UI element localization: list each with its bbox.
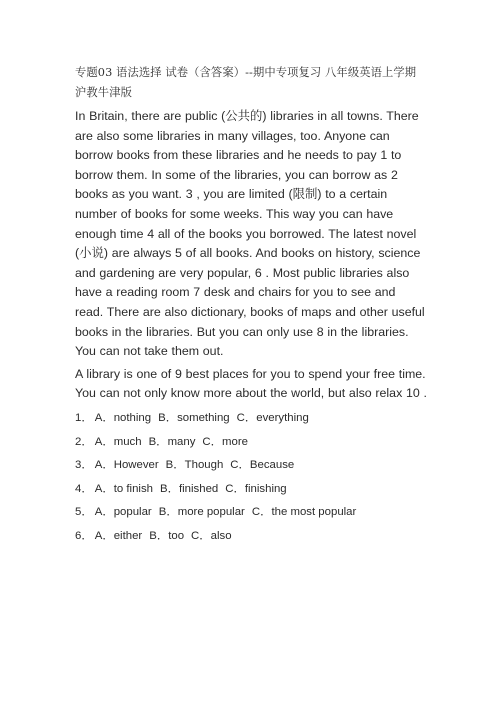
option-a: A．to finish xyxy=(94,482,153,495)
document-page xyxy=(75,63,427,545)
passage-paragraph-1: In Britain, there are public (公共的) libraries in all towns. There are also some libraries in many villages, too. Anyone can borrow books from these libraries and he needs to pay 1 to borrow them. In some of the libraries, you can borrow as 2 books as you want. 3 , you are limited (限制) to a certain number of books for some weeks. This way you can have enough time 4 all of the books you borrowed. The latest novel (小说) are always 5 of all books. And books on history, science and gardening are very popular, 6 . Most public libraries also have a reading room 7 desk and chairs for you to see and read. There are also dictionary, books of maps and other useful books in the libraries. But you can only use 8 in the libraries. You can not take them out. xyxy=(75,109,425,359)
question-number: 1． xyxy=(75,411,93,424)
passage-paragraph-2: A library is one of 9 best places for you to spend your free time. You can not only know more about the world, but also relax 10 . xyxy=(75,366,427,401)
option-b: B．more popular xyxy=(158,506,245,519)
document-title: 专题03 语法选择 试卷（含答案）--期中专项复习 八年级英语上学期 沪教牛津版 xyxy=(75,66,417,99)
question-number: 2． xyxy=(75,435,93,448)
option-c: C．more xyxy=(202,435,248,448)
question-4 xyxy=(75,481,427,498)
option-a: A．either xyxy=(94,529,143,542)
question-number: 4． xyxy=(75,482,93,495)
option-b: B．many xyxy=(148,435,196,448)
option-c: C．also xyxy=(191,529,232,542)
option-c: C．the most popular xyxy=(251,506,357,519)
option-c: C．finishing xyxy=(225,482,287,495)
option-c: C．everything xyxy=(236,411,309,424)
question-list xyxy=(75,410,427,545)
option-b: B．finished xyxy=(159,482,219,495)
option-b: B．something xyxy=(158,411,230,424)
question-2 xyxy=(75,434,427,451)
option-a: A．However xyxy=(94,459,159,472)
option-b: B．too xyxy=(149,529,185,542)
question-number: 6． xyxy=(75,529,93,542)
question-3 xyxy=(75,457,427,474)
question-6 xyxy=(75,528,427,545)
option-b: B．Though xyxy=(165,459,224,472)
question-5 xyxy=(75,504,427,521)
question-1 xyxy=(75,410,427,427)
option-a: A．much xyxy=(94,435,142,448)
question-number: 3． xyxy=(75,459,93,472)
question-number: 5． xyxy=(75,506,93,519)
option-c: C．Because xyxy=(230,459,295,472)
option-a: A．popular xyxy=(94,506,152,519)
option-a: A．nothing xyxy=(94,411,152,424)
